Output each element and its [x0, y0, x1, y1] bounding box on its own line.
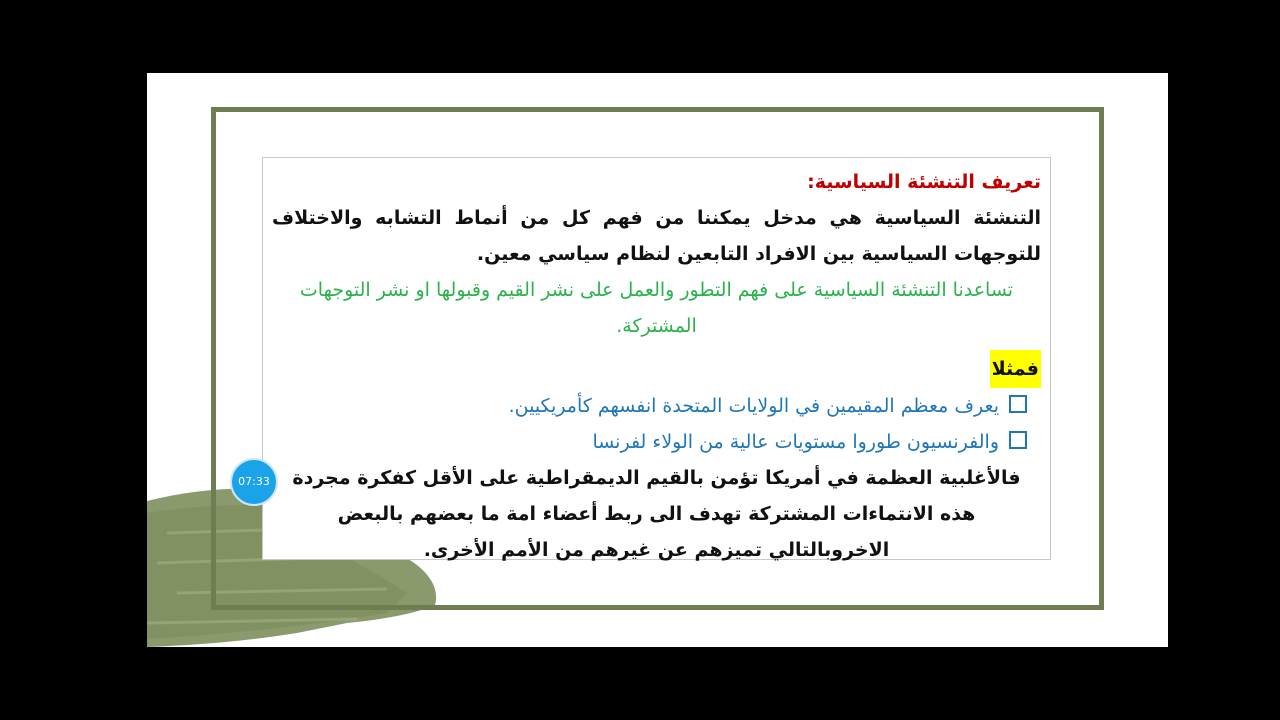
- highlight-paragraph: تساعدنا التنشئة السياسية على فهم التطور والعمل على نشر القيم وقبولها او نشر التوجهات المشتركة.: [299, 279, 1014, 337]
- slide: [147, 73, 1168, 647]
- conclusion-paragraph: فالأغلبية العظمة في أمريكا تؤمن بالقيم الديمقراطية على الأقل كفكرة مجردة هذه الانتماءات المشتركة تهدف الى ربط أعضاء امة ما بعضهم بالبعض الاخروبالتالي تميزهم عن غيرهم من الأمم الأخرى.: [292, 467, 1021, 561]
- example-label: فمثلا: [990, 350, 1041, 388]
- slide-heading: تعريف التنشئة السياسية:: [807, 171, 1041, 193]
- example-item-text: والفرنسيون طوروا مستويات عالية من الولاء لفرنسا: [592, 431, 999, 453]
- example-item: [272, 388, 1041, 424]
- example-item-text: يعرف معظم المقيمين في الولايات المتحدة انفسهم كأمريكيين.: [508, 395, 999, 417]
- example-item: [272, 424, 1041, 460]
- checkbox-square-icon: [1009, 431, 1027, 449]
- example-label-row: [272, 350, 1041, 388]
- timer-badge: 07:33: [230, 458, 278, 506]
- definition-paragraph: التنشئة السياسية هي مدخل يمكننا من فهم كل من أنماط التشابه والاختلاف للتوجهات السياسية بين الافراد التابعين لنظام سياسي معين.: [272, 207, 1041, 265]
- checkbox-square-icon: [1009, 395, 1027, 413]
- content-text-box: [262, 157, 1051, 560]
